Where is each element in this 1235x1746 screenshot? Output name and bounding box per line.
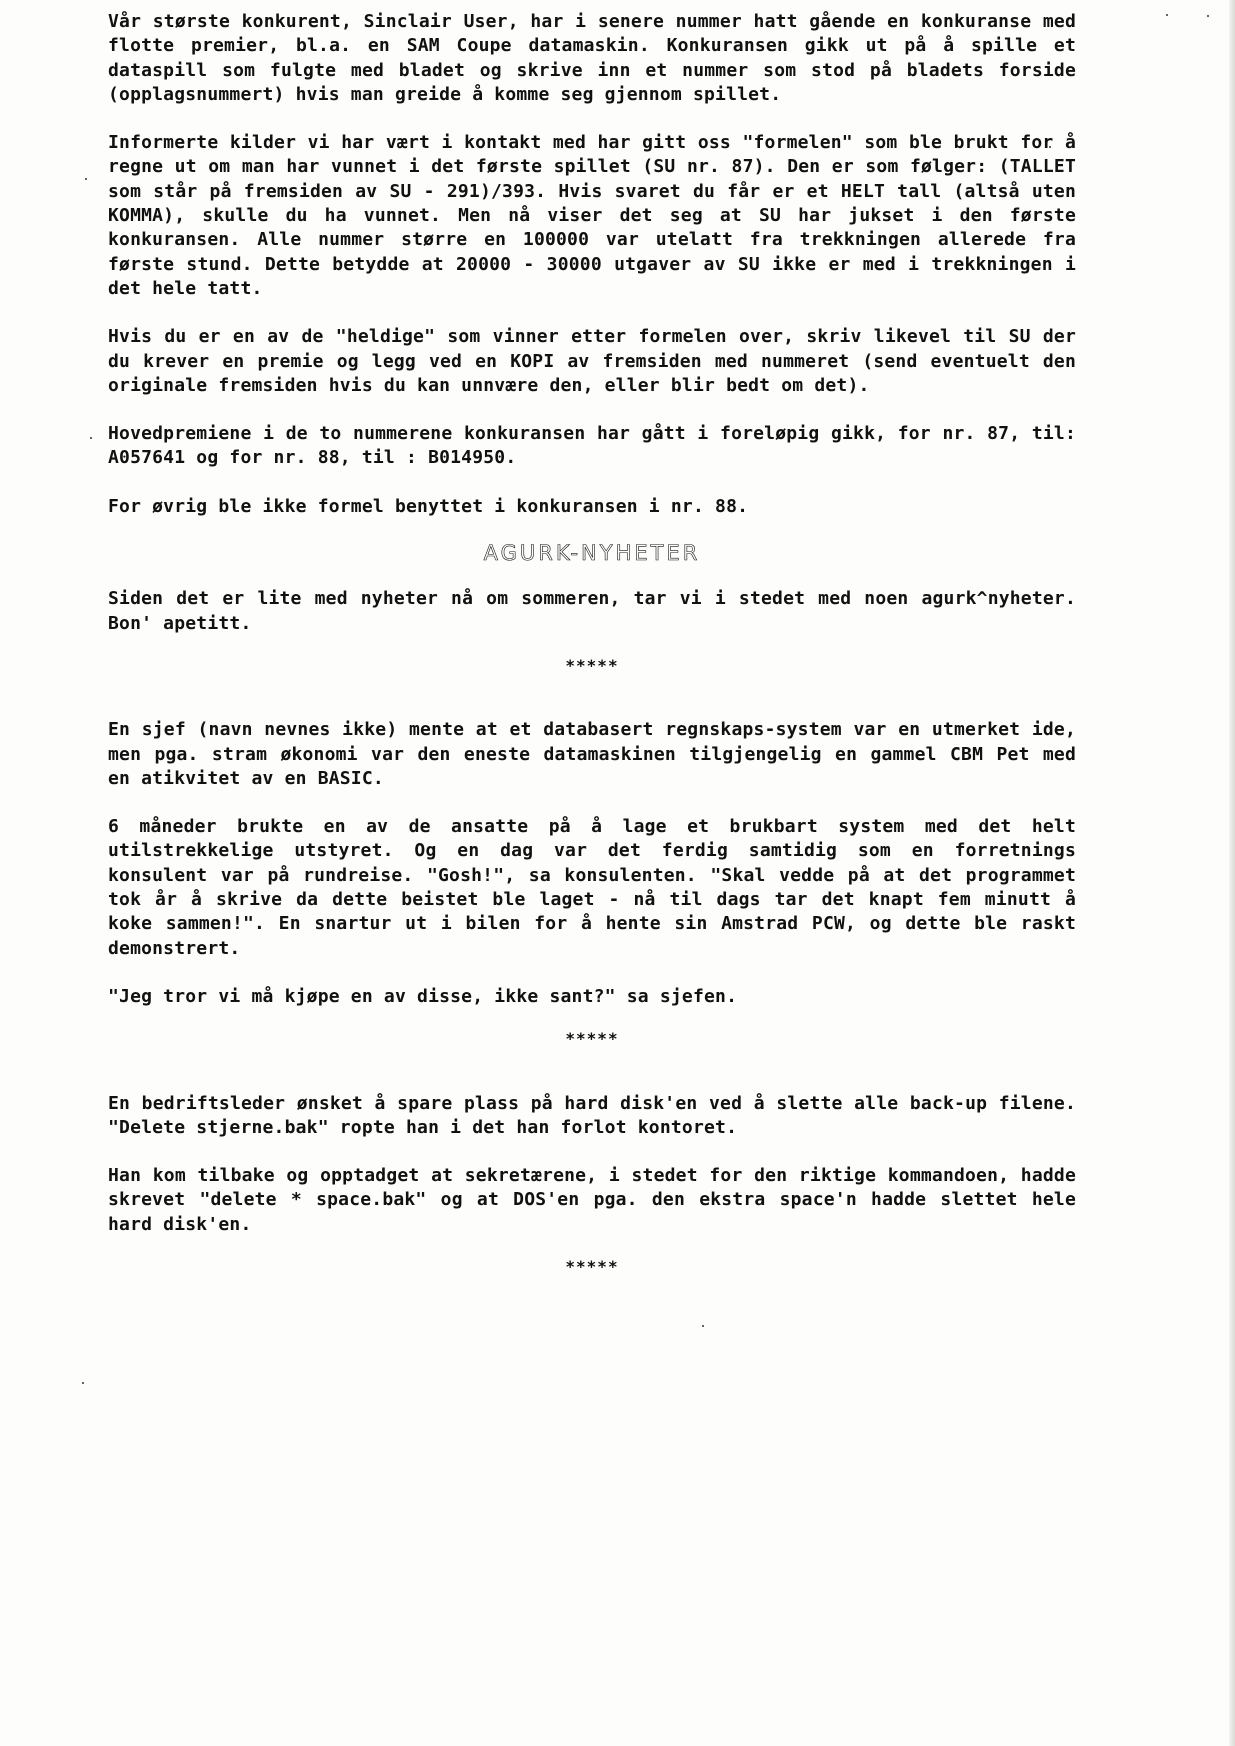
- section-heading: AGURK-NYHETER: [483, 541, 701, 566]
- paragraph-six-months: 6 måneder brukte en av de ansatte på å lage et brukbart system med det helt utilstrekkelige utstyret. Og en dag var det ferdig samtidig som en forretnings konsulent var på rundreise. "Gosh!", sa konsulenten. "Skal vedde på at det programmet tok år å skrive da dette beistet ble laget - nå til dags tar det knapt fem minutt å koke sammen!". En snartur ut i bilen for å hente sin Amstrad PCW, og dette ble raskt demonstrert.: [108, 816, 1076, 959]
- paragraph-competition: Vår største konkurent, Sinclair User, har i senere nummer hatt gående en konkuranse med flotte premier, bl.a. en SAM Coupe datamaskin. Konkuransen gikk ut på å spille et dataspill som fulgte med bladet og skrive inn et nummer som stod på bladets forside (opplagsnummert) hvis man greide å komme seg gjennom spillet.: [108, 11, 1076, 105]
- scan-speck: [82, 1382, 84, 1384]
- paragraph-delete-backup: En bedriftsleder ønsket å spare plass på hard disk'en ved å slette alle back-up filene. "Delete stjerne.bak" ropte han i det han forlot kontoret.: [108, 1092, 1076, 1138]
- separator-stars: *****: [565, 1029, 619, 1049]
- scan-speck: [1166, 14, 1168, 16]
- scan-speck: [702, 1325, 704, 1327]
- scan-speck: [1207, 15, 1209, 17]
- scan-speck: [90, 437, 92, 439]
- paragraph-formula-not-used: For øvrig ble ikke formel benyttet i konkuransen i nr. 88.: [108, 495, 749, 517]
- separator-stars: *****: [565, 655, 619, 675]
- paragraph-boss-quote: "Jeg tror vi må kjøpe en av disse, ikke sant?" sa sjefen.: [108, 985, 738, 1007]
- scan-speck: [85, 178, 87, 180]
- paragraph-claim-prize: Hvis du er en av de "heldige" som vinner etter formelen over, skriv likevel til SU der du krever en premie og legg ved en KOPI av fremsiden med nummeret (send eventuelt den originale fremsiden hvis du kan unnvære den, eller blir bedt om det).: [108, 326, 1076, 396]
- paragraph-formula: Informerte kilder vi har vært i kontakt med har gitt oss "formelen" som ble brukt for å regne ut om man har vunnet i det første spillet (SU nr. 87). Den er som følger: (TALLET som står på fremsiden av SU - 291)/393. Hvis svaret du får er et HELT tall (altså uten KOMMA), skulle du ha vunnet. Men nå viser det seg at SU har jukset i den første konkuransen. Alle nummer større en 100000 var utelatt fra trekkningen allerede fra første stund. Dette betydde at 20000 - 30000 utgaver av SU ikke er med i trekkningen i det hele tatt.: [108, 132, 1076, 299]
- paragraph-deleted-disk: Han kom tilbake og opptadget at sekretærene, i stedet for den riktige kommandoen, hadde skrevet "delete * space.bak" og at DOS'en pga. den ekstra space'n hadde slettet hele hard disk'en.: [108, 1165, 1076, 1235]
- paragraph-boss-system: En sjef (navn nevnes ikke) mente at et databasert regnskaps-system var en utmerket ide, men pga. stram økonomi var den eneste datamaskinen tilgjengelig en gammel CBM Pet med en atikvitet av en BASIC.: [108, 719, 1076, 789]
- separator-stars: *****: [565, 1256, 619, 1276]
- scan-edge-shadow: [1229, 0, 1235, 1746]
- paragraph-main-prizes: Hovedpremiene i de to nummerene konkuransen har gått i foreløpig gikk, for nr. 87, til: A057641 og for nr. 88, til : B014950.: [108, 423, 1076, 469]
- article-body: [108, 10, 1076, 1319]
- paragraph-news-intro: Siden det er lite med nyheter nå om sommeren, tar vi i stedet med noen agurk^nyheter. Bon' apetitt.: [108, 588, 1076, 634]
